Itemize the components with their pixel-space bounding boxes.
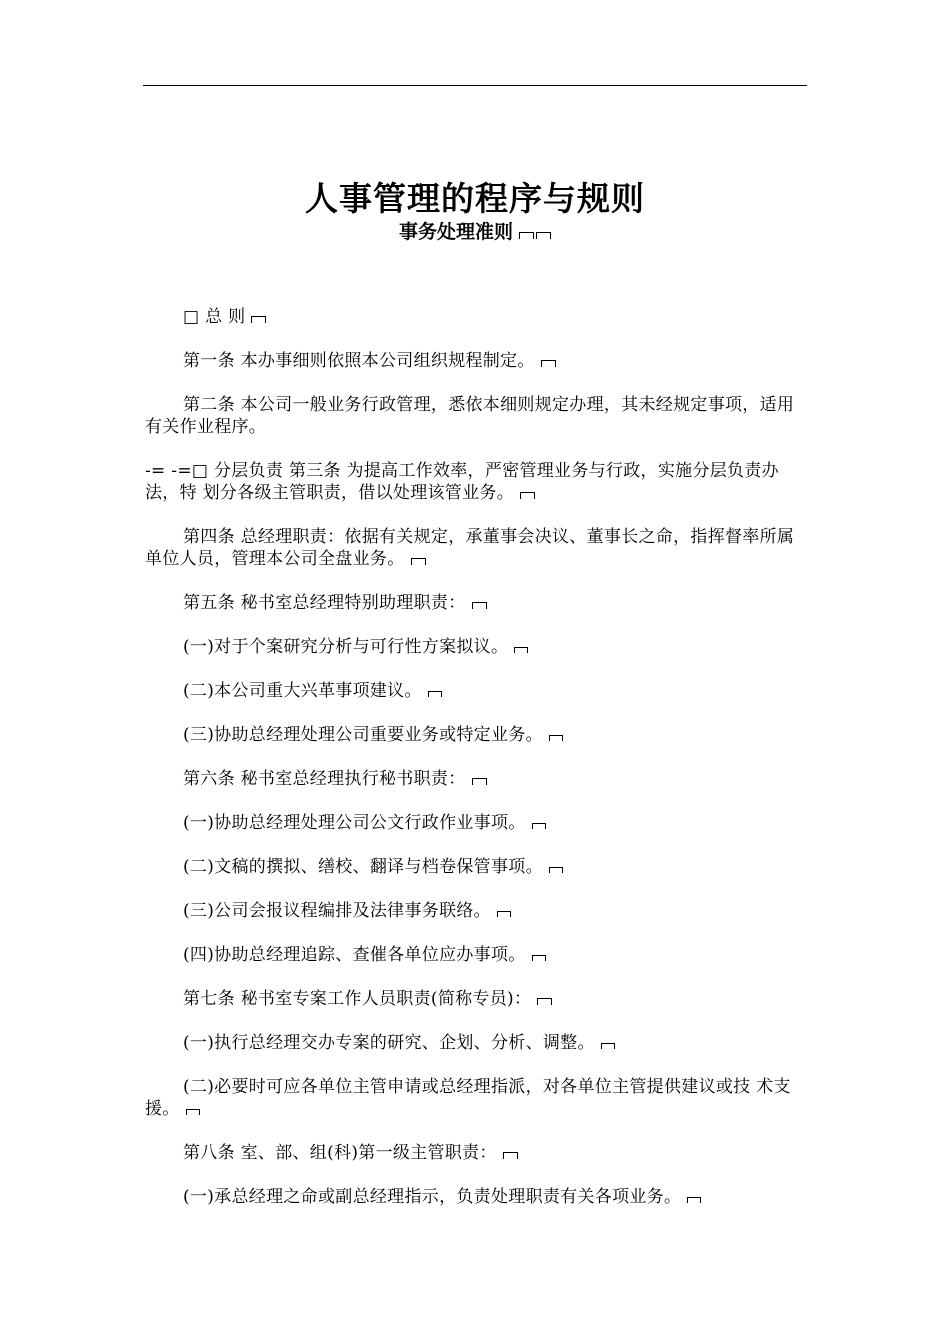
paragraph-text: 第五条 秘书室总经理特别助理职责：: [183, 593, 466, 613]
paragraph: [145, 592, 811, 614]
document-subtitle-text: 事务处理准则: [398, 221, 513, 243]
paragraph-mark-icon: [251, 316, 266, 323]
paragraph: [145, 900, 811, 922]
paragraph-text: □ 总 则: [183, 307, 246, 327]
paragraph-mark-icon: [497, 911, 511, 917]
paragraph: [145, 988, 811, 1010]
paragraph-text: 第四条 总经理职责：依据有关规定，承董事会决议、董事长之命，指挥督率所属单位人员，管理本公司全盘业务。: [145, 527, 795, 569]
paragraph-mark-icon: [519, 232, 534, 239]
paragraph-text: 第六条 秘书室总经理执行秘书职责：: [183, 769, 466, 789]
paragraph: [145, 856, 811, 878]
paragraph: [145, 394, 811, 438]
paragraph-mark-icon: [549, 867, 563, 873]
document-body: [145, 306, 811, 1230]
paragraph-mark-icon: [411, 558, 426, 565]
paragraph: [145, 306, 811, 328]
paragraph-text: -= -=□ 分层负责 第三条 为提高工作效率，严密管理业务与行政，实施分层负责办法，特 划分各级主管职责，借以处理该管业务。: [145, 461, 779, 503]
paragraph-text: (三)公司会报议程编排及法律事务联络。: [183, 901, 491, 921]
paragraph-text: 第二条 本公司一般业务行政管理，悉依本细则规定办理，其未经规定事项，适用有关作业程序。: [145, 395, 795, 437]
paragraph-text: (三)协助总经理处理公司重要业务或特定业务。: [183, 725, 543, 745]
paragraph-mark-icon: [532, 823, 546, 829]
paragraph-text: (二)文稿的撰拟、缮校、翻译与档卷保管事项。: [183, 857, 543, 877]
paragraph-mark-icon: [514, 647, 528, 653]
header-rule: [143, 85, 807, 86]
paragraph: [145, 724, 811, 746]
paragraph: [145, 1186, 811, 1208]
paragraph-mark-icon: [472, 602, 487, 609]
document-title: 人事管理的程序与规则: [305, 179, 645, 219]
paragraph: [145, 768, 811, 790]
paragraph: [145, 350, 811, 372]
document-subtitle: [0, 218, 950, 246]
paragraph: [145, 460, 811, 504]
paragraph-text: 第一条 本办事细则依照本公司组织规程制定。: [183, 351, 535, 371]
paragraph-text: 第八条 室、部、组(科)第一级主管职责：: [183, 1143, 497, 1163]
paragraph-mark-icon: [472, 778, 487, 785]
paragraph-text: (四)协助总经理追踪、查催各单位应办事项。: [183, 945, 526, 965]
paragraph: [145, 526, 811, 570]
paragraph-text: (二)必要时可应各单位主管申请或总经理指派，对各单位主管提供建议或技 术支援。: [145, 1077, 791, 1119]
paragraph: [145, 1142, 811, 1164]
paragraph-text: (一)对于个案研究分析与可行性方案拟议。: [183, 637, 509, 657]
paragraph-text: (一)协助总经理处理公司公文行政作业事项。: [183, 813, 526, 833]
paragraph: [145, 636, 811, 658]
paragraph-mark-icon: [549, 735, 563, 741]
paragraph-mark-icon: [541, 360, 556, 367]
paragraph: [145, 812, 811, 834]
paragraph-text: (二)本公司重大兴革事项建议。: [183, 681, 422, 701]
paragraph-text: (一)承总经理之命或副总经理指示，负责处理职责有关各项业务。: [183, 1187, 682, 1207]
paragraph: [145, 680, 811, 702]
paragraph-mark-icon: [601, 1043, 615, 1049]
paragraph-mark-icon: [532, 955, 546, 961]
paragraph-text: 第七条 秘书室专案工作人员职责(简称专员)：: [183, 989, 532, 1009]
paragraph: [145, 1032, 811, 1054]
paragraph-text: (一)执行总经理交办专案的研究、企划、分析、调整。: [183, 1033, 595, 1053]
paragraph: [145, 944, 811, 966]
paragraph-mark-icon: [503, 1152, 518, 1159]
paragraph-mark-icon: [428, 691, 442, 697]
paragraph-mark-icon: [536, 232, 551, 239]
paragraph: [145, 1076, 811, 1120]
paragraph-mark-icon: [537, 998, 552, 1005]
paragraph-mark-icon: [687, 1197, 701, 1203]
paragraph-mark-icon: [186, 1109, 200, 1115]
paragraph-mark-icon: [520, 492, 535, 499]
